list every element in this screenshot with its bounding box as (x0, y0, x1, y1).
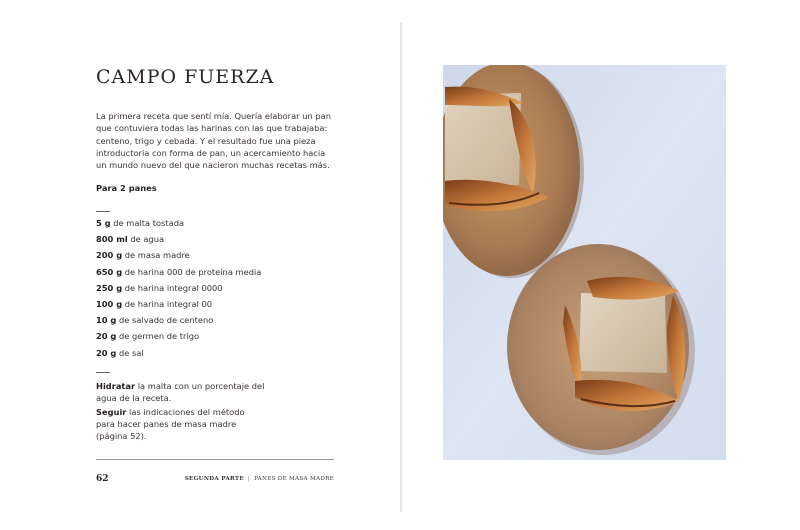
ingredient-text: de harina integral 00 (122, 298, 213, 309)
running-footer (185, 476, 334, 482)
footer-part: SEGUNDA PARTE (184, 476, 244, 482)
ingredient-item (96, 296, 261, 312)
step-text: la malta con un porcentaje del agua de la receta. (96, 381, 265, 403)
bread-photo (443, 65, 726, 460)
ingredient-quantity: 100 g (96, 298, 123, 309)
ingredient-quantity: 20 g (96, 347, 117, 358)
ingredient-text: de sal (116, 347, 144, 358)
ingredient-list (96, 215, 261, 361)
ingredient-text: de agua (127, 234, 165, 245)
divider (96, 372, 110, 373)
footer-section: PANES DE MASA MADRE (254, 476, 334, 482)
ingredient-quantity: 650 g (96, 266, 123, 277)
ingredient-quantity: 250 g (96, 282, 123, 293)
recipe-yield: Para 2 panes (96, 183, 157, 193)
footer-rule (96, 459, 334, 460)
method-step (96, 407, 266, 442)
ingredient-quantity: 200 g (96, 250, 123, 261)
ingredient-item (96, 231, 261, 247)
ingredient-text: de masa madre (122, 250, 190, 261)
ingredient-text: de malta tostada (110, 218, 185, 228)
ingredient-text: de harina 000 de proteína media (122, 266, 262, 277)
loaf-top (443, 65, 584, 278)
ingredient-item (96, 328, 261, 344)
ingredient-item (96, 215, 261, 231)
ingredient-quantity: 20 g (96, 331, 117, 342)
ingredient-quantity: 10 g (96, 315, 117, 326)
ingredient-quantity: 5 g (96, 218, 111, 228)
ingredient-text: de germen de trigo (116, 331, 200, 342)
ingredient-item (96, 345, 261, 361)
ingredient-text: de harina integral 0000 (122, 282, 223, 293)
ingredient-item (96, 312, 261, 328)
divider (96, 211, 110, 212)
step-verb: Hidratar (96, 381, 136, 391)
bread-photo-illustration (443, 65, 726, 460)
recipe-title: CAMPO FUERZA (96, 66, 275, 88)
recipe-intro: La primera receta que sentí mía. Quería elaborar un pan que contuviera todas las harinas con las que trabajaba: centeno, trigo y cebada. Y el resultado fue una pieza introductoria con forma de pan, un acercamiento hacia un mundo nuevo del que nacieron muchas recetas más. (96, 111, 331, 171)
ingredient-item (96, 280, 261, 296)
ingredient-text: de salvado de centeno (116, 315, 214, 326)
step-verb: Seguir (96, 407, 127, 417)
footer-separator: | (247, 476, 251, 482)
method-step (96, 381, 266, 405)
ingredient-quantity: 800 ml (96, 234, 128, 245)
ingredient-item (96, 247, 261, 263)
step-text: las indicaciones del método para hacer panes de masa madre (página 52). (96, 407, 245, 441)
page-number: 62 (96, 474, 109, 484)
ingredient-item (96, 264, 261, 280)
